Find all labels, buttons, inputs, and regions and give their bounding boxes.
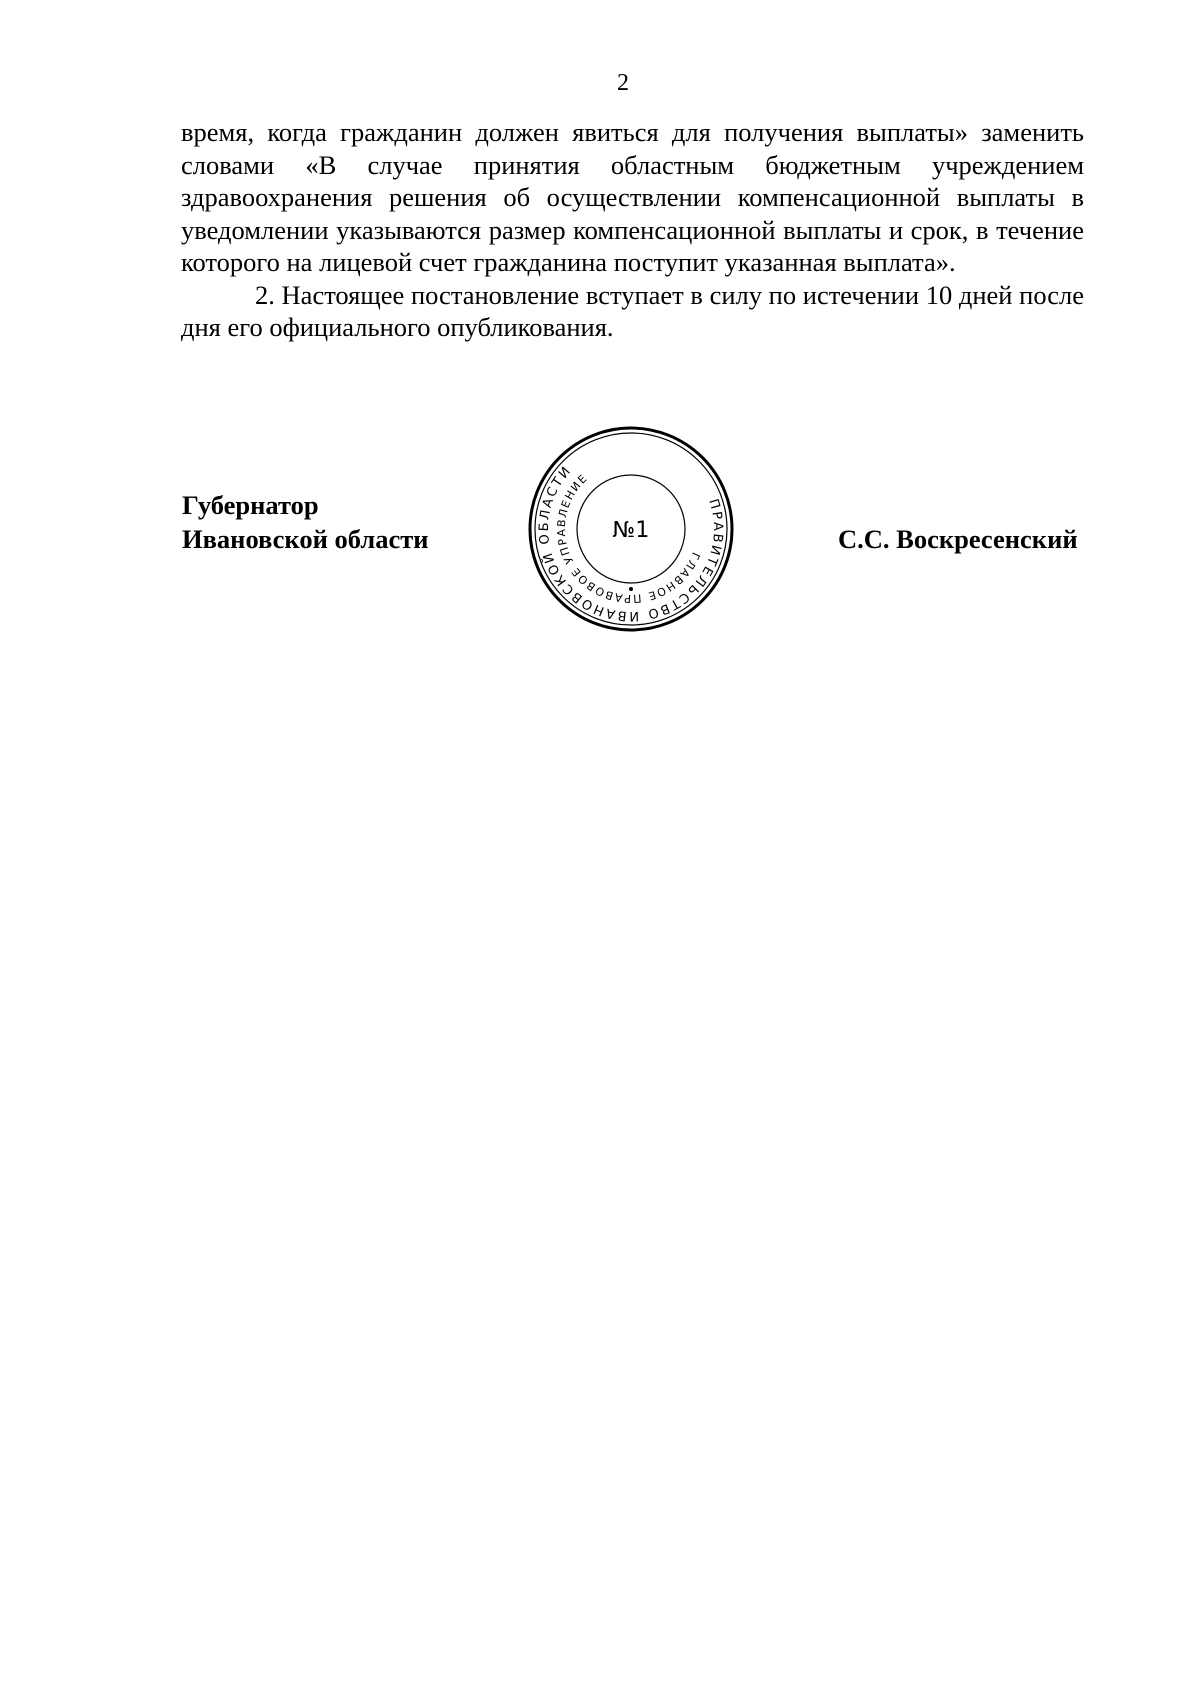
seal-icon	[525, 423, 737, 635]
document-body	[181, 116, 1084, 344]
signatory-position	[182, 488, 429, 556]
official-seal	[525, 423, 737, 635]
page-number: 2	[617, 70, 629, 96]
position-line-2: Ивановской области	[182, 524, 429, 554]
signatory-name: С.С. Воскресенский	[838, 524, 1078, 554]
seal-outer-text: ПРАВИТЕЛЬСТВО ИВАНОВСКОЙ ОБЛАСТИ	[536, 462, 726, 624]
seal-number: №1	[612, 518, 650, 543]
position-line-1: Губернатор	[182, 490, 319, 520]
paragraph-1: время, когда гражданин должен явиться для получения выплаты» заменить словами «В случае принятия областным бюджетным учреждением здравоохранения решения об осуществлении компенсационной выплаты в уведомлении указываются размер компенсационной выплаты и срок, в течение которого на лицевой счет гражданина поступит указанная выплата».	[181, 117, 1084, 277]
seal-inner-text: ГЛАВНОЕ ПРАВОВОЕ УПРАВЛЕНИЕ	[554, 471, 703, 606]
paragraph-2: 2. Настоящее постановление вступает в силу по истечении 10 дней после дня его официального опубликования.	[181, 279, 1084, 342]
